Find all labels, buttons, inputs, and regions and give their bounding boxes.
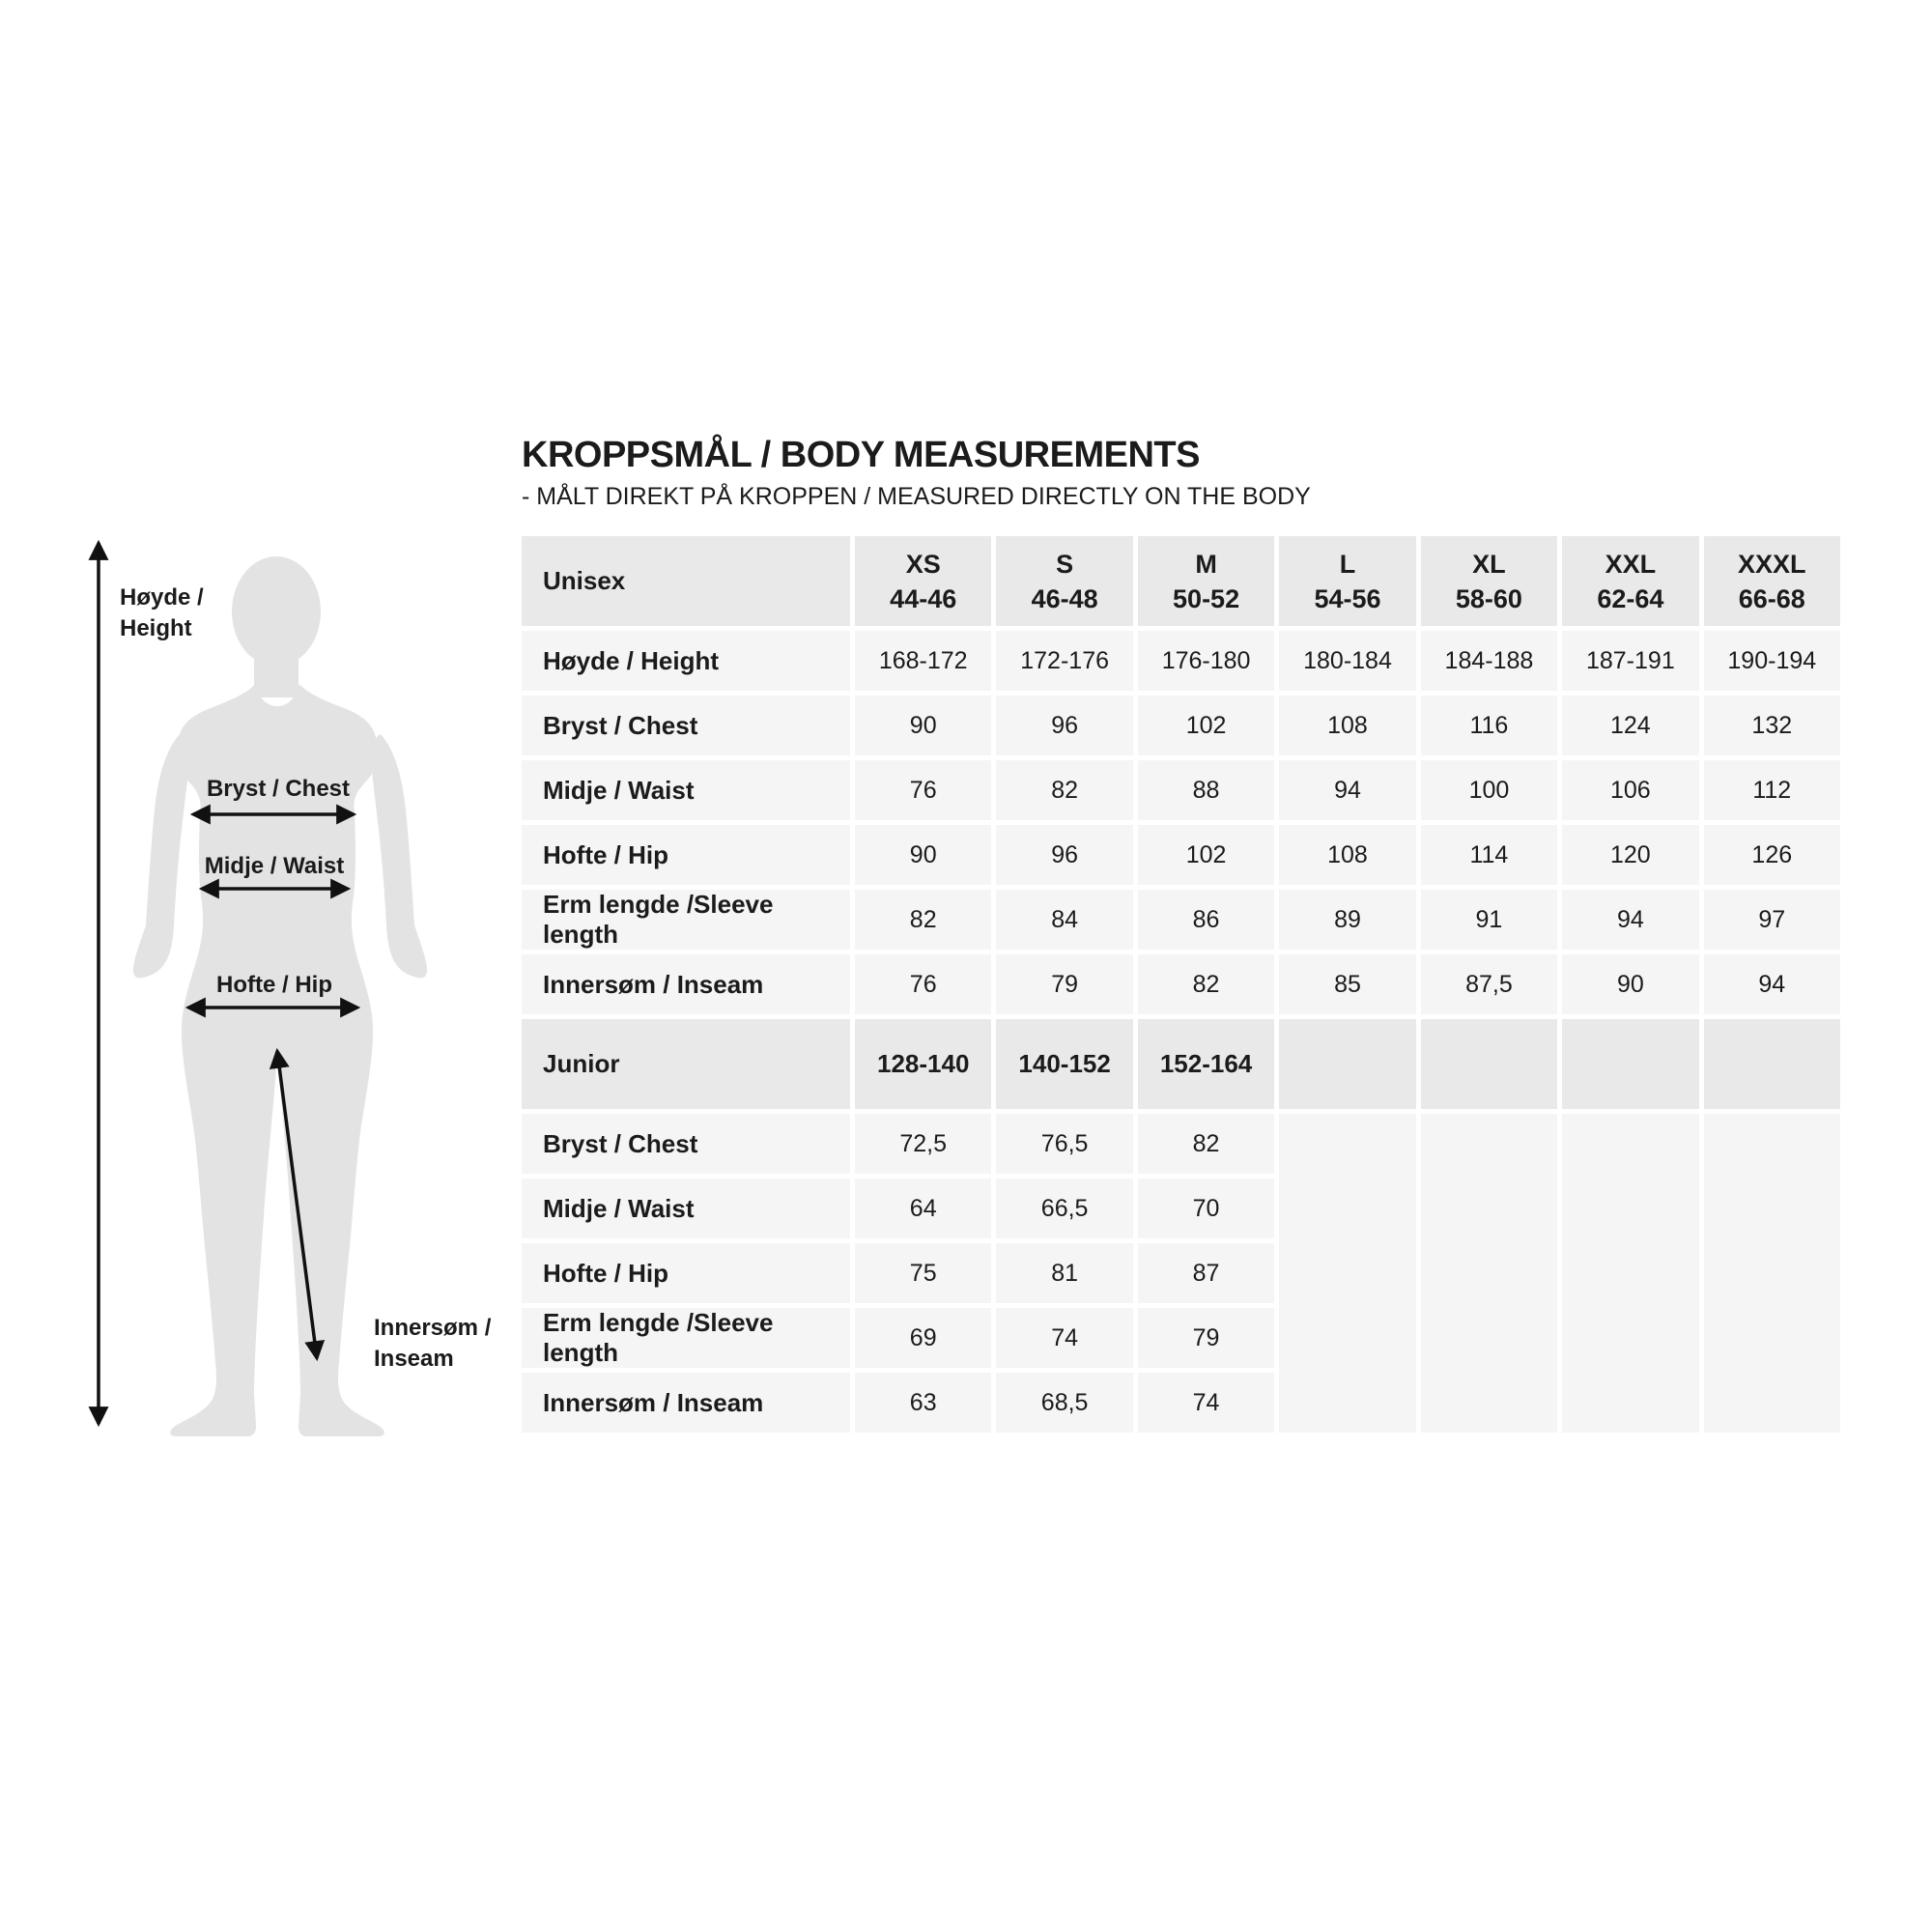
cell-value: 64: [855, 1179, 991, 1238]
cell-value: 74: [996, 1308, 1132, 1368]
height-label: Høyde /: [120, 584, 204, 611]
cell-value: 91: [1421, 890, 1557, 950]
cell-value: 70: [1138, 1179, 1274, 1238]
cell-value: 85: [1279, 954, 1415, 1014]
cell-value: 66,5: [996, 1179, 1132, 1238]
cell-value: 82: [996, 760, 1132, 820]
size-name: XS: [905, 549, 941, 579]
cell-value: 90: [855, 696, 991, 755]
junior-empty-block: [1704, 1114, 1840, 1433]
junior-empty-block: [1562, 1114, 1698, 1433]
junior-header-label: Junior: [522, 1019, 850, 1109]
row-label: Hofte / Hip: [522, 825, 850, 885]
row-label: Hofte / Hip: [522, 1243, 850, 1303]
row-label: Midje / Waist: [522, 1179, 850, 1238]
cell-value: 96: [996, 825, 1132, 885]
cell-value: 82: [1138, 1114, 1274, 1174]
waist-label: Midje / Waist: [204, 853, 345, 879]
cell-value: 76,5: [996, 1114, 1132, 1174]
cell-value: 187-191: [1562, 631, 1698, 691]
cell-value: 81: [996, 1243, 1132, 1303]
size-header-xxxl: [1704, 536, 1840, 626]
junior-empty-block: [1421, 1114, 1557, 1433]
junior-header-empty-cell: [1421, 1019, 1557, 1109]
size-range: 66-68: [1738, 583, 1805, 613]
cell-value: 112: [1704, 760, 1840, 820]
cell-value: 87,5: [1421, 954, 1557, 1014]
body-measurement-diagram: [58, 522, 522, 1488]
chest-label: Bryst / Chest: [206, 776, 351, 802]
cell-value: 87: [1138, 1243, 1274, 1303]
row-label: Høyde / Height: [522, 631, 850, 691]
cell-value: 108: [1279, 696, 1415, 755]
junior-header-empty-cell: [1704, 1019, 1840, 1109]
cell-value: 74: [1138, 1373, 1274, 1433]
cell-value: 79: [996, 954, 1132, 1014]
cell-value: 76: [855, 954, 991, 1014]
row-label: Erm lengde /Sleeve length: [522, 890, 850, 950]
size-header-xxl: [1562, 536, 1698, 626]
row-label: Innersøm / Inseam: [522, 954, 850, 1014]
size-header-m: [1138, 536, 1274, 626]
row-label: Midje / Waist: [522, 760, 850, 820]
size-header-l: [1279, 536, 1415, 626]
size-name: S: [1056, 549, 1074, 579]
cell-value: 108: [1279, 825, 1415, 885]
cell-value: 132: [1704, 696, 1840, 755]
cell-value: 180-184: [1279, 631, 1415, 691]
junior-header-empty-cell: [1279, 1019, 1415, 1109]
cell-value: 88: [1138, 760, 1274, 820]
cell-value: 172-176: [996, 631, 1132, 691]
cell-value: 75: [855, 1243, 991, 1303]
cell-value: 120: [1562, 825, 1698, 885]
cell-value: 84: [996, 890, 1132, 950]
size-range: 62-64: [1597, 583, 1664, 613]
cell-value: 126: [1704, 825, 1840, 885]
cell-value: 79: [1138, 1308, 1274, 1368]
size-name: M: [1195, 549, 1217, 579]
size-header-s: [996, 536, 1132, 626]
size-range: 50-52: [1173, 583, 1240, 613]
unisex-header-label: Unisex: [522, 536, 850, 626]
size-range: 46-48: [1031, 583, 1098, 613]
row-label: Erm lengde /Sleeve length: [522, 1308, 850, 1368]
silhouette-left-arm: [133, 734, 189, 979]
junior-header-empty-cell: [1562, 1019, 1698, 1109]
cell-value: 184-188: [1421, 631, 1557, 691]
cell-value: 90: [1562, 954, 1698, 1014]
cell-value: 168-172: [855, 631, 991, 691]
cell-value: 68,5: [996, 1373, 1132, 1433]
height-label: Height: [120, 615, 192, 641]
cell-value: 76: [855, 760, 991, 820]
cell-value: 97: [1704, 890, 1840, 950]
size-name: XL: [1472, 549, 1506, 579]
cell-value: 86: [1138, 890, 1274, 950]
page-subtitle: - MÅLT DIREKT PÅ KROPPEN / MEASURED DIRECTLY ON THE BODY: [522, 483, 1311, 510]
junior-range: 140-152: [996, 1019, 1132, 1109]
cell-value: 102: [1138, 825, 1274, 885]
size-header-xl: [1421, 536, 1557, 626]
row-label: Bryst / Chest: [522, 1114, 850, 1174]
size-range: 44-46: [890, 583, 957, 613]
cell-value: 82: [855, 890, 991, 950]
cell-value: 176-180: [1138, 631, 1274, 691]
silhouette-neck: [254, 638, 298, 697]
cell-value: 63: [855, 1373, 991, 1433]
cell-value: 94: [1562, 890, 1698, 950]
silhouette-right-arm: [371, 734, 427, 979]
cell-value: 100: [1421, 760, 1557, 820]
size-range: 58-60: [1455, 583, 1522, 613]
junior-range: 152-164: [1138, 1019, 1274, 1109]
cell-value: 94: [1279, 760, 1415, 820]
cell-value: 190-194: [1704, 631, 1840, 691]
size-name: L: [1339, 549, 1356, 579]
cell-value: 72,5: [855, 1114, 991, 1174]
junior-empty-block: [1279, 1114, 1415, 1433]
cell-value: 124: [1562, 696, 1698, 755]
cell-value: 82: [1138, 954, 1274, 1014]
cell-value: 94: [1704, 954, 1840, 1014]
cell-value: 90: [855, 825, 991, 885]
row-label: Innersøm / Inseam: [522, 1373, 850, 1433]
size-range: 54-56: [1314, 583, 1381, 613]
row-label: Bryst / Chest: [522, 696, 850, 755]
hip-label: Hofte / Hip: [216, 972, 332, 998]
cell-value: 106: [1562, 760, 1698, 820]
cell-value: 89: [1279, 890, 1415, 950]
cell-value: 69: [855, 1308, 991, 1368]
size-table: [522, 536, 1840, 1433]
size-name: XXXL: [1738, 549, 1806, 579]
cell-value: 96: [996, 696, 1132, 755]
cell-value: 114: [1421, 825, 1557, 885]
size-name: XXL: [1605, 549, 1657, 579]
cell-value: 102: [1138, 696, 1274, 755]
cell-value: 116: [1421, 696, 1557, 755]
page-title: KROPPSMÅL / BODY MEASUREMENTS: [522, 435, 1200, 475]
size-header-xs: [855, 536, 991, 626]
inseam-label: Inseam: [374, 1346, 454, 1372]
junior-range: 128-140: [855, 1019, 991, 1109]
inseam-label: Innersøm /: [374, 1315, 492, 1341]
